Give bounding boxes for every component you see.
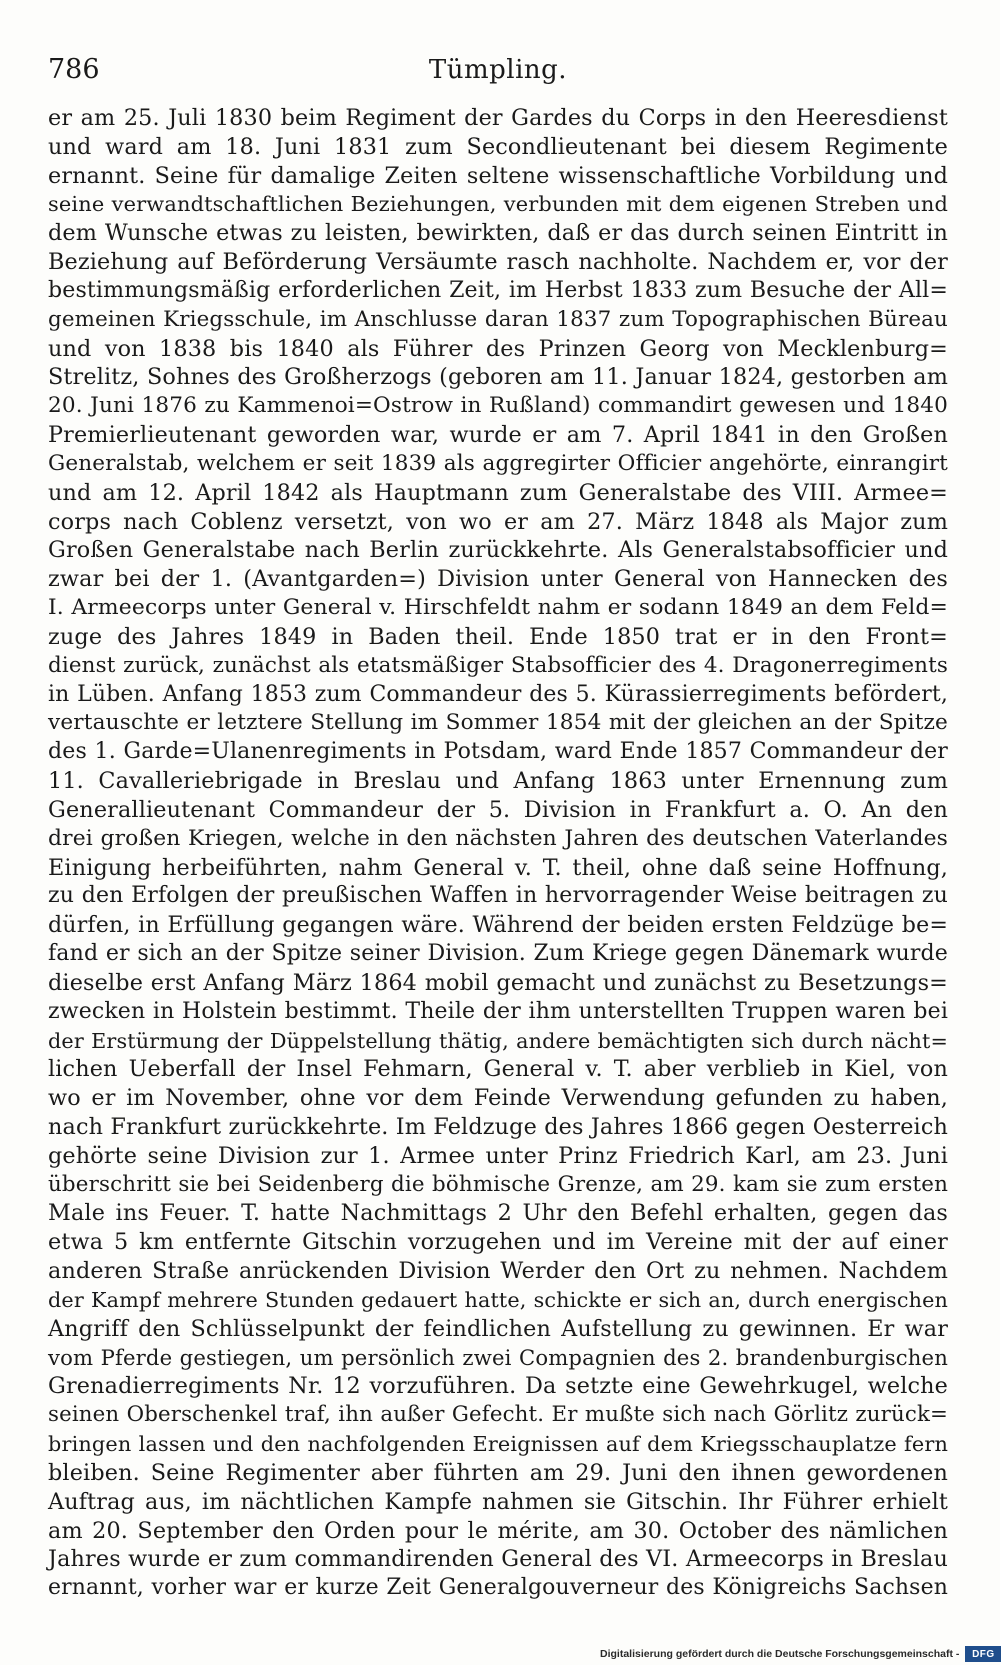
text-line: Male ins Feuer. T. hatte Nachmittags 2 Uhr den Befehl erhalten, gegen das bbox=[48, 1200, 948, 1227]
text-line: ernannt, vorher war er kurze Zeit Generalgouverneur des Königreichs Sachsen bbox=[48, 1575, 948, 1601]
running-title: Tümpling. bbox=[428, 55, 568, 85]
text-line: Jahres wurde er zum commandirenden General des VI. Armeecorps in Breslau bbox=[48, 1546, 948, 1573]
text-line: Generalstab, welchem er seit 1839 als aggregirter Officier angehörte, einrangirt bbox=[48, 450, 948, 476]
text-line: anderen Straße anrückenden Division Werder den Ort zu nehmen. Nachdem bbox=[48, 1258, 948, 1285]
text-line: zuge des Jahres 1849 in Baden theil. Ende 1850 trat er in den Front= bbox=[48, 623, 948, 650]
text-line: dem Wunsche etwas zu leisten, bewirkten, daß er das durch seinen Eintritt in bbox=[48, 220, 948, 247]
text-line: seine verwandtschaftlichen Beziehungen, verbunden mit dem eigenen Streben und bbox=[48, 192, 948, 217]
text-line: 20. Juni 1876 zu Kammenoi=Ostrow in Rußland) commandirt gewesen und 1840 bbox=[48, 393, 948, 419]
text-line: bringen lassen und den nachfolgenden Ereignissen auf dem Kriegsschauplatze fern bbox=[48, 1432, 948, 1457]
text-line: und von 1838 bis 1840 als Führer des Prinzen Georg von Mecklenburg= bbox=[48, 335, 948, 362]
text-line: vertauschte er letztere Stellung im Sommer 1854 mit der gleichen an der Spitze bbox=[48, 710, 948, 736]
text-line: ernannt. Seine für damalige Zeiten seltene wissenschaftliche Vorbildung und bbox=[48, 162, 948, 189]
text-line: und am 12. April 1842 als Hauptmann zum Generalstabe des VIII. Armee= bbox=[48, 479, 948, 506]
text-line: gemeinen Kriegsschule, im Anschlusse daran 1837 zum Topographischen Büreau bbox=[48, 306, 948, 332]
text-line: Angriff den Schlüsselpunkt der feindlichen Aufstellung zu gewinnen. Er war bbox=[48, 1315, 948, 1342]
text-line: drei großen Kriegen, welche in den nächsten Jahren des deutschen Vaterlandes bbox=[48, 825, 948, 851]
funding-notice: Digitalisierung gefördert durch die Deutsche Forschungsgemeinschaft - bbox=[600, 1648, 960, 1660]
text-line: etwa 5 km entfernte Gitschin vorzugehen und im Vereine mit der auf einer bbox=[48, 1229, 948, 1256]
text-line: am 20. September den Orden pour le mérite, am 30. October des nämlichen bbox=[48, 1517, 948, 1544]
footer-banner bbox=[600, 1643, 1001, 1665]
text-line: Grenadierregiments Nr. 12 vorzuführen. Da setzte eine Gewehrkugel, welche bbox=[48, 1373, 948, 1400]
text-line: lichen Ueberfall der Insel Fehmarn, General v. T. aber verblieb in Kiel, von bbox=[48, 1056, 948, 1083]
text-line: vom Pferde gestiegen, um persönlich zwei Compagnien des 2. brandenburgischen bbox=[48, 1344, 948, 1370]
text-line: Auftrag aus, im nächtlichen Kampfe nahmen sie Gitschin. Ihr Führer erhielt bbox=[48, 1488, 948, 1515]
dfg-logo-icon: DFG bbox=[965, 1646, 1001, 1662]
text-line: er am 25. Juli 1830 beim Regiment der Gardes du Corps in den Heeresdienst bbox=[48, 105, 948, 131]
text-line: seinen Oberschenkel traf, ihn außer Gefecht. Er mußte sich nach Görlitz zurück= bbox=[48, 1402, 948, 1428]
text-line: Generallieutenant Commandeur der 5. Division in Frankfurt a. O. An den bbox=[48, 796, 948, 823]
text-line: dienst zurück, zunächst als etatsmäßiger Stabsofficier des 4. Dragonerregiments bbox=[48, 652, 948, 678]
text-line: zwar bei der 1. (Avantgarden=) Division unter General von Hannecken des bbox=[48, 566, 948, 593]
text-line: bleiben. Seine Regimenter aber führten am 29. Juni den ihnen gewordenen bbox=[48, 1459, 948, 1486]
text-line: corps nach Coblenz versetzt, von wo er am 27. März 1848 als Major zum bbox=[48, 508, 948, 535]
text-line: zu den Erfolgen der preußischen Waffen in hervorragender Weise beitragen zu bbox=[48, 883, 948, 909]
text-line: I. Armeecorps unter General v. Hirschfeldt nahm er sodann 1849 an dem Feld= bbox=[48, 595, 948, 621]
text-line: nach Frankfurt zurückkehrte. Im Feldzuge des Jahres 1866 gegen Oesterreich bbox=[48, 1113, 948, 1140]
text-line: des 1. Garde=Ulanenregiments in Potsdam, ward Ende 1857 Commandeur der bbox=[48, 739, 948, 765]
text-line: überschritt sie bei Seidenberg die böhmische Grenze, am 29. kam sie zum ersten bbox=[48, 1171, 948, 1197]
page-number: 786 bbox=[48, 54, 100, 85]
text-line: fand er sich an der Spitze seiner Division. Zum Kriege gegen Dänemark wurde bbox=[48, 941, 948, 967]
text-line: Beziehung auf Beförderung Versäumte rasch nachholte. Nachdem er, vor der bbox=[48, 249, 948, 276]
page-header bbox=[48, 52, 948, 92]
text-line: zwecken in Holstein bestimmt. Theile der ihm unterstellten Truppen waren bei bbox=[48, 998, 948, 1024]
text-line: Einigung herbeiführten, nahm General v. T. theil, ohne daß seine Hoffnung, bbox=[48, 854, 948, 881]
text-line: wo er im November, ohne vor dem Feinde Verwendung gefunden zu haben, bbox=[48, 1085, 948, 1112]
text-line: der Erstürmung der Düppelstellung thätig, andere bemächtigten sich durch nächt= bbox=[48, 1028, 948, 1053]
text-line: und ward am 18. Juni 1831 zum Secondlieutenant bei diesem Regimente bbox=[48, 133, 948, 160]
text-line: der Kampf mehrere Stunden gedauert hatte, schickte er sich an, durch energischen bbox=[48, 1287, 948, 1312]
text-line: dieselbe erst Anfang März 1864 mobil gemacht und zunächst zu Besetzungs= bbox=[48, 969, 948, 996]
text-line: Strelitz, Sohnes des Großherzogs (geboren am 11. Januar 1824, gestorben am bbox=[48, 364, 948, 391]
text-line: in Lüben. Anfang 1853 zum Commandeur des 5. Kürassierregiments befördert, bbox=[48, 681, 948, 707]
body-text bbox=[48, 104, 948, 1601]
text-line: 11. Cavalleriebrigade in Breslau und Anfang 1863 unter Ernennung zum bbox=[48, 768, 948, 795]
text-line: bestimmungsmäßig erforderlichen Zeit, im Herbst 1833 zum Besuche der All= bbox=[48, 277, 948, 303]
text-line: dürfen, in Erfüllung gegangen wäre. Während der beiden ersten Feldzüge be= bbox=[48, 912, 948, 939]
text-line: Großen Generalstabe nach Berlin zurückkehrte. Als Generalstabsofficier und bbox=[48, 537, 948, 564]
text-line: gehörte seine Division zur 1. Armee unter Prinz Friedrich Karl, am 23. Juni bbox=[48, 1142, 948, 1169]
text-line: Premierlieutenant geworden war, wurde er am 7. April 1841 in den Großen bbox=[48, 422, 948, 449]
